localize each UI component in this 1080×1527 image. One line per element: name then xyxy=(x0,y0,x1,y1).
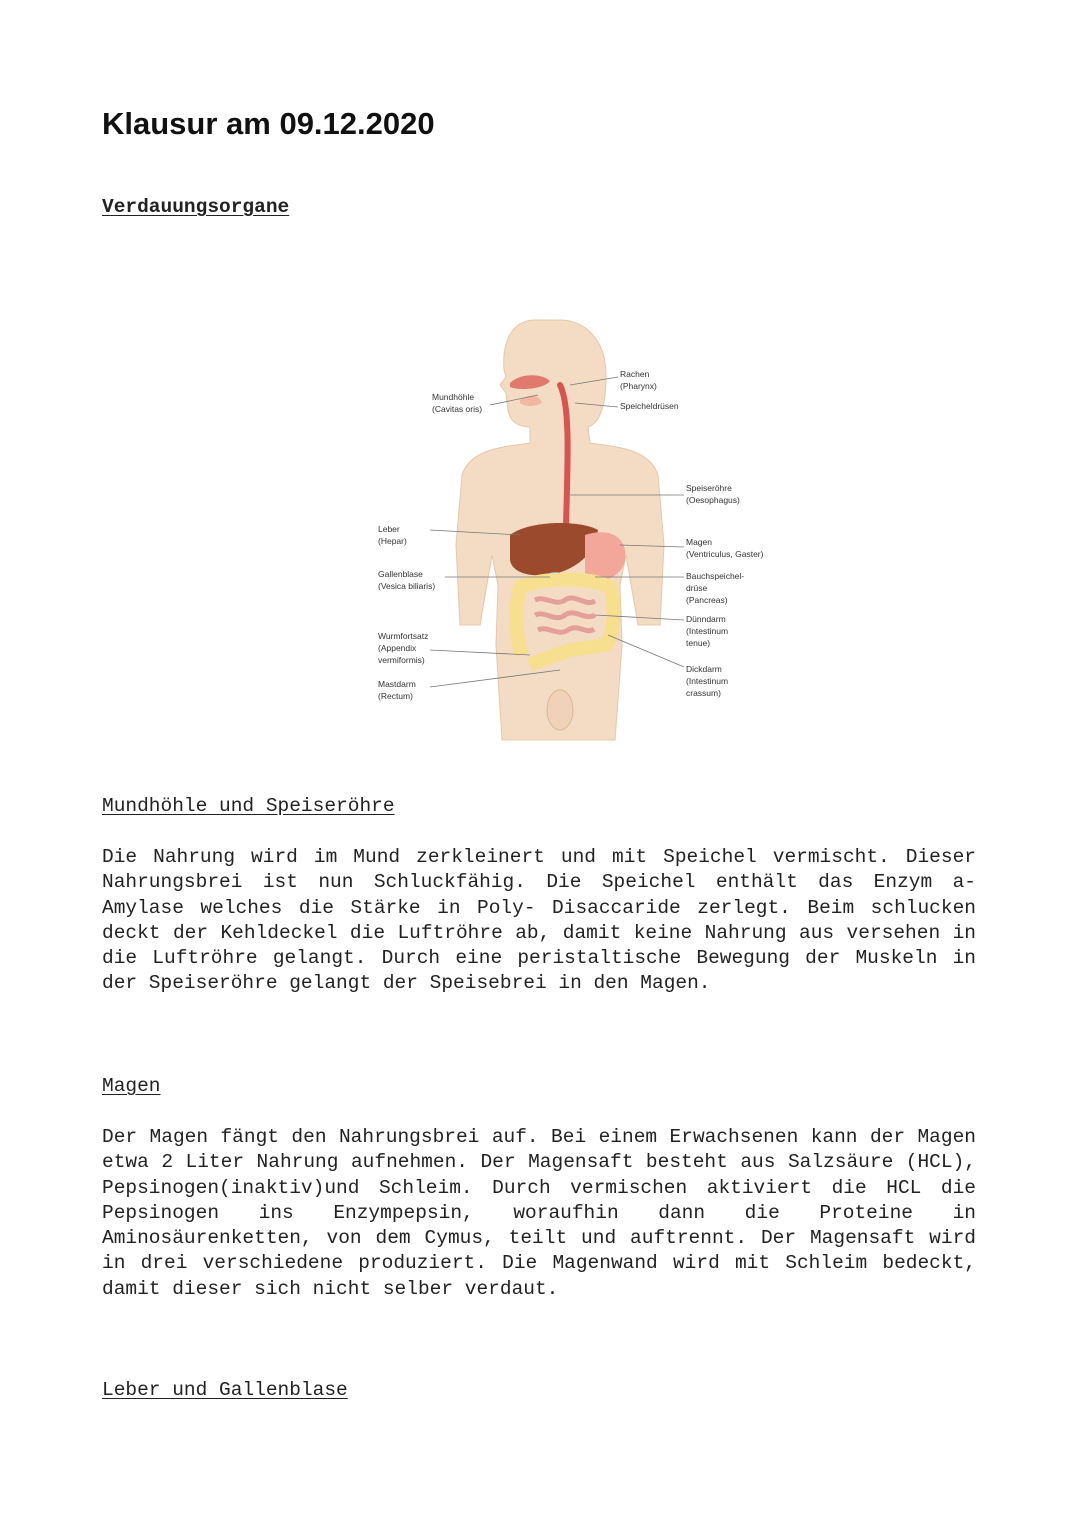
label-cavitas: (Cavitas oris) xyxy=(432,404,483,414)
label-ventriculus: (Ventriculus, Gaster) xyxy=(686,549,764,559)
label-wurm2: (Appendix xyxy=(378,643,417,653)
label-rachen: Rachen xyxy=(620,369,650,379)
label-wurm1: Wurmfortsatz xyxy=(378,631,429,641)
label-rectum: (Rectum) xyxy=(378,691,413,701)
label-mastdarm: Mastdarm xyxy=(378,679,416,689)
section-heading-mundhoehle: Mundhöhle und Speiseröhre xyxy=(102,795,395,817)
label-intestinum2: (Intestinum xyxy=(686,676,729,686)
digestive-system-figure xyxy=(370,315,790,745)
label-crassum: crassum) xyxy=(686,688,721,698)
section-heading-leber: Leber und Gallenblase xyxy=(102,1379,348,1401)
label-wurm3: vermiformis) xyxy=(378,655,425,665)
paragraph-magen: Der Magen fängt den Nahrungsbrei auf. Bei einem Erwachsenen kann der Magen etwa 2 Liter Nahrung aufnehmen. Der Magensaft besteht aus Salzsäure (HCL), Pepsinogen(inaktiv)und Schleim. Durch vermischen aktiviert die HCL die Pepsinogen ins Enzympepsin, woraufhin dann die Proteine in Aminosäurenketten, von dem Cymus, teilt und auftrennt. Der Magensaft wird in drei verschiedene produziert. Die Magenwand wird mit Schleim bedeckt, damit dieser sich nicht selber verdaut. xyxy=(102,1126,976,1300)
label-tenue: tenue) xyxy=(686,638,711,648)
label-hepar: (Hepar) xyxy=(378,536,407,546)
label-dickdarm: Dickdarm xyxy=(686,664,722,674)
label-mundhoehle: Mundhöhle xyxy=(432,392,475,402)
section-heading-verdauungsorgane: Verdauungsorgane xyxy=(102,196,290,218)
label-gallenblase: Gallenblase xyxy=(378,569,423,579)
section-heading-magen: Magen xyxy=(102,1075,161,1097)
label-magen: Magen xyxy=(686,537,712,547)
label-bauch2: drüse xyxy=(686,583,708,593)
label-pancreas: (Pancreas) xyxy=(686,595,728,605)
page-title: Klausur am 09.12.2020 xyxy=(102,106,435,141)
label-intestinum1: (Intestinum xyxy=(686,626,729,636)
label-leber: Leber xyxy=(378,524,400,534)
label-bauch1: Bauchspeichel- xyxy=(686,571,745,581)
label-vesica: (Vesica biliaris) xyxy=(378,581,436,591)
label-oesophagus: (Oesophagus) xyxy=(686,495,740,505)
paragraph-mundhoehle: Die Nahrung wird im Mund zerkleinert und mit Speichel vermischt. Dieser Nahrungsbrei ist nun Schluckfähig. Die Speichel enthält das Enzym a-Amylase welches die Stärke in Poly- Disaccaride zerlegt. Beim schlucken deckt der Kehldeckel die Luftröhre ab, damit keine Nahrung aus versehen in die Luftröhre gelangt. Durch eine peristaltische Bewegung der Muskeln in der Speiseröhre gelangt der Speisebrei in den Magen. xyxy=(102,846,976,995)
label-pharynx: (Pharynx) xyxy=(620,381,657,391)
label-speicheldruesen: Speicheldrüsen xyxy=(620,401,679,411)
label-speiseroehre: Speiseröhre xyxy=(686,483,732,493)
label-duenndarm: Dünndarm xyxy=(686,614,726,624)
